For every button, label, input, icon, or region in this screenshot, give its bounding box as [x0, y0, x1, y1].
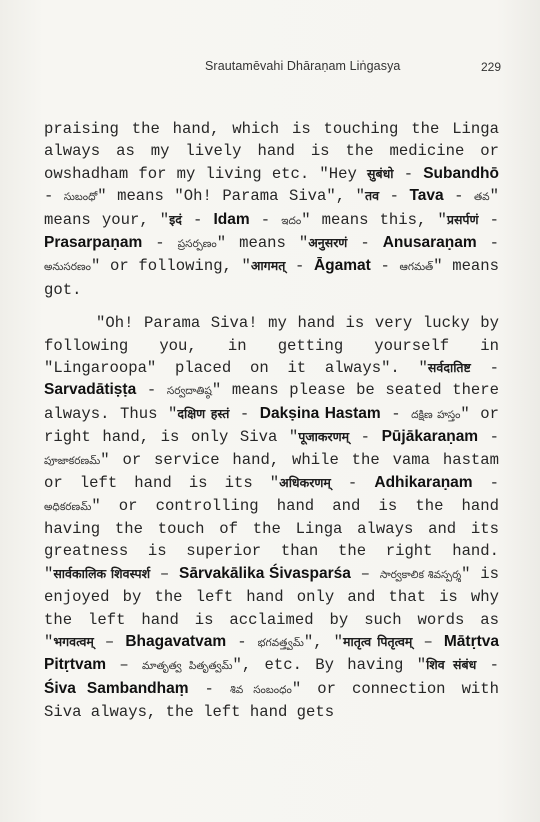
- telugu-term: భగవత్త్వమ్: [257, 636, 304, 649]
- body-text: [44, 118, 499, 724]
- paragraph: [44, 312, 499, 723]
- devanagari-term: शिव संबंध: [426, 657, 477, 673]
- transliterated-term: Dakṣina Hastam: [259, 404, 381, 422]
- body-text-run: -: [478, 210, 499, 229]
- body-text-run: -: [229, 404, 260, 423]
- body-text-run: "Oh! Parama Siva! my hand is very lucky by following you, in getting yourself in "Lingaroopa" placed on it always". ": [44, 314, 499, 378]
- transliterated-term: Bhagavatvam: [125, 632, 227, 650]
- devanagari-term: भगवत्वम्: [53, 633, 94, 649]
- body-text-run: -: [226, 632, 258, 651]
- body-text-run: -: [380, 404, 412, 423]
- body-text-run: -: [44, 187, 64, 206]
- body-text-run: -: [470, 359, 499, 378]
- body-text-run: -: [136, 381, 167, 400]
- body-text-run: " is enjoyed by the left hand only and that is why the left hand is acclaimed by such words as ": [44, 564, 500, 651]
- transliterated-term: Śiva Sambandhaṃ: [44, 679, 189, 697]
- transliterated-term: Tava: [409, 187, 444, 205]
- telugu-term: శివ సంబంధం: [229, 683, 292, 696]
- body-text-run: -: [181, 210, 214, 229]
- page-header: [0, 59, 540, 79]
- telugu-term: సర్వదాతిష్ఠ: [166, 385, 212, 398]
- devanagari-term: पूजाकरणम्: [298, 429, 350, 445]
- body-text-run: ", ": [303, 632, 344, 651]
- body-text-run: -: [476, 234, 499, 253]
- body-text-run: -: [478, 428, 500, 447]
- transliterated-term: Pūjākaraṇam: [381, 428, 479, 446]
- transliterated-term: Mātṛtva Pitṛtvam: [44, 632, 500, 674]
- body-text-run: -: [330, 474, 375, 493]
- body-text-run: " or service hand, while the vama hastam or left hand is its ": [44, 450, 499, 493]
- page-number: 229: [481, 60, 502, 74]
- body-text-run: -: [249, 210, 282, 229]
- body-text-run: -: [349, 428, 382, 447]
- devanagari-term: दक्षिण हस्तं: [177, 405, 230, 421]
- body-text-run: –: [350, 564, 380, 583]
- telugu-term: మాతృత్వ పితృత్వమ్: [142, 660, 233, 673]
- body-text-run: -: [476, 656, 499, 675]
- devanagari-term: इदं: [169, 211, 182, 227]
- body-text-run: -: [379, 187, 410, 206]
- devanagari-term: अधिकरणम्: [279, 475, 331, 491]
- transliterated-term: Sarvadātiṣṭa: [44, 381, 137, 399]
- body-text-run: -: [188, 679, 230, 698]
- telugu-term: ఆగమత్: [399, 261, 434, 274]
- telugu-term: ఇదం: [281, 214, 302, 227]
- body-text-run: " or controlling hand and is the hand having the touch of the Linga always and its greatness is superior than the right hand. ": [44, 496, 499, 583]
- running-head: Srautamēvahi Dhāraṇam Liṅgasya: [205, 59, 401, 73]
- body-text-run: -: [472, 474, 500, 493]
- body-text-run: " means ": [216, 234, 309, 253]
- body-text-run: -: [142, 234, 178, 253]
- transliterated-term: Prasarpaṇam: [44, 234, 143, 252]
- body-text-run: " or following, ": [91, 257, 251, 276]
- body-text-run: -: [285, 257, 314, 276]
- telugu-term: దక్షిణ హస్తం: [411, 408, 461, 421]
- body-text-run: –: [106, 656, 142, 675]
- body-text-run: praising the hand, which is touching the Linga always as my lively hand is the medicine or owshadham for my living etc. "Hey: [44, 120, 499, 183]
- body-text-run: " or connection with Siva always, the left hand gets: [44, 679, 500, 722]
- body-text-run: " or right hand, is only Siva ": [44, 404, 500, 447]
- telugu-term: ప్రసర్పణం: [177, 238, 217, 251]
- telugu-term: తవ: [474, 191, 490, 204]
- transliterated-term: Subandhō: [423, 164, 499, 182]
- telugu-term: సార్వకాలిక శివస్పర్శ: [379, 568, 462, 581]
- devanagari-term: सर्वदातिष्ट: [427, 360, 471, 376]
- body-text-run: –: [150, 564, 179, 583]
- body-text-run: -: [370, 257, 400, 276]
- devanagari-term: अनुसरणं: [308, 235, 348, 251]
- body-text-run: " means please be seated there always. Thus ": [44, 381, 500, 423]
- telugu-term: అధికరణమ్: [44, 500, 92, 513]
- devanagari-term: सुबंधो: [367, 165, 394, 181]
- body-text-run: -: [393, 164, 424, 183]
- body-text-run: –: [412, 632, 444, 651]
- transliterated-term: Idam: [213, 210, 250, 228]
- body-text-run: " means your, ": [44, 187, 499, 229]
- transliterated-term: Sārvakālika Śivasparśa: [178, 564, 351, 582]
- devanagari-term: आगमत्: [250, 258, 286, 274]
- devanagari-term: मातृत्व पितृत्वम्: [343, 633, 413, 649]
- devanagari-term: तव: [364, 188, 380, 204]
- transliterated-term: Anusaraṇam: [382, 234, 477, 252]
- transliterated-term: Āgamat: [313, 257, 371, 275]
- telugu-term: అనుసరణం: [44, 261, 91, 274]
- devanagari-term: सार्वकालिक शिवस्पर्श: [53, 565, 151, 581]
- body-text-run: " means got.: [44, 257, 499, 299]
- body-text-run: ", etc. By having ": [232, 656, 427, 675]
- paragraph: [44, 118, 499, 301]
- devanagari-term: प्रसर्पणं: [446, 211, 479, 227]
- body-text-run: " means this, ": [301, 210, 447, 229]
- body-text-run: -: [347, 234, 383, 253]
- body-text-run: –: [93, 632, 126, 651]
- telugu-term: సుబంధో: [63, 191, 98, 204]
- body-text-run: " means "Oh! Parama Siva", ": [97, 187, 365, 206]
- body-text-run: -: [443, 187, 474, 206]
- telugu-term: పూజాకరణమ్: [44, 454, 101, 467]
- transliterated-term: Adhikaraṇam: [374, 474, 473, 492]
